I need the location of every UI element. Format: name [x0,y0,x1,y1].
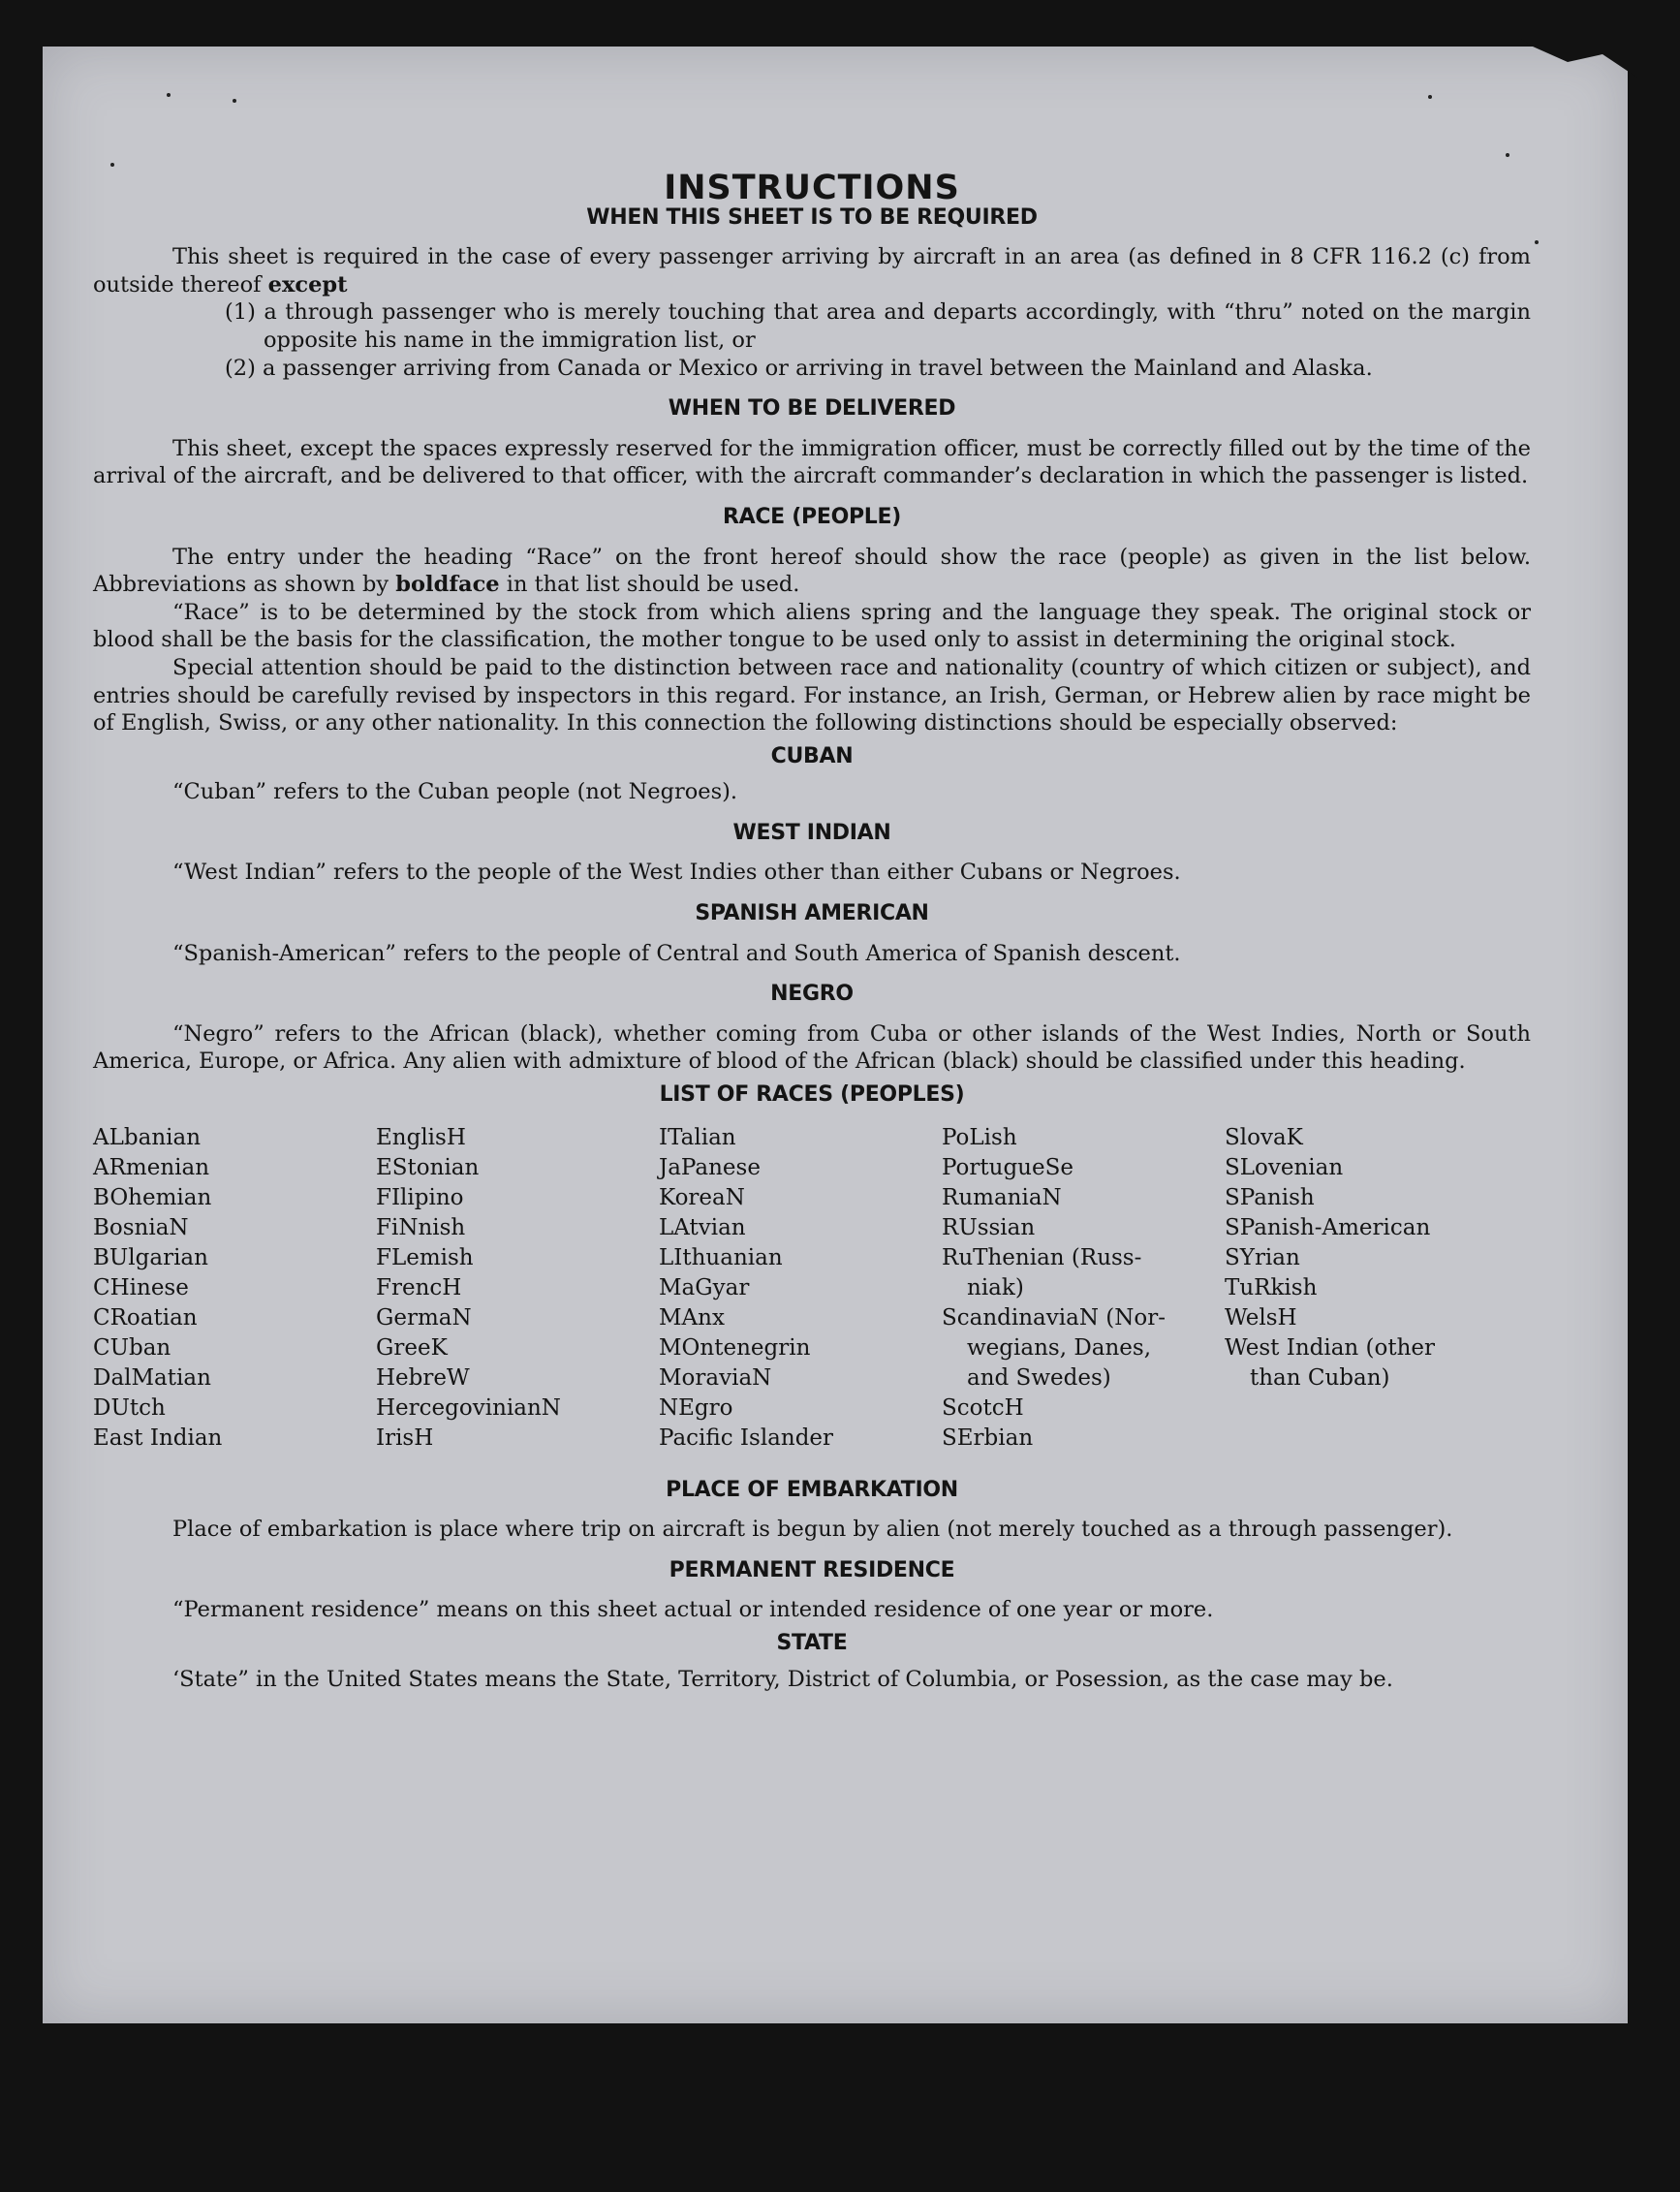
race-entry: SYrian [1225,1244,1300,1270]
race-entry: HercegovinianN [376,1394,561,1421]
speck [1535,240,1539,244]
race-entry: ALbanian [93,1124,202,1150]
required-except: except [267,271,348,297]
race-entry: IrisH [376,1425,434,1451]
race-entry: FLemish [376,1244,474,1270]
race-entry: MAnx [659,1304,725,1331]
race-p1-end: in that list should be used. [499,572,800,598]
required-intro-text: This sheet is required in the case of every passenger arriving by aircraft in an area (as defined in 8 CFR 116.2 (c) from outside thereof [93,244,1531,297]
race-entry: LIthuanian [659,1244,783,1270]
race-entry: BOhemian [93,1184,212,1210]
races-column [942,1123,1225,1454]
cuban-text: “Cuban” refers to the Cuban people (not Negroes). [172,779,738,805]
race-entry: PoLish [942,1124,1017,1150]
heading-embarkation: PLACE OF EMBARKATION [666,1477,958,1502]
race-p1-start: The entry under the heading “Race” on the front hereof should show the race (people) as given in the list below. Abbreviations as shown by [93,544,1531,598]
race-entry: East Indian [93,1425,223,1451]
race-entry: SPanish-American [1225,1214,1431,1240]
delivered-text: This sheet, except the spaces expressly reserved for the immigration officer, must be correctly filled out by the time of the arrival of the aircraft, and be delivered to that officer, with the aircraft commander’s declaration in which the passenger is listed. [93,435,1531,489]
residence-text: “Permanent residence” means on this sheet actual or intended residence of one year or more. [172,1597,1214,1623]
race-entry: MOntenegrin [659,1334,811,1361]
race-entry: niak) [967,1274,1024,1300]
race-p1 [93,544,1531,599]
heading-state: STATE [776,1631,848,1655]
race-entry: ScandinaviaN (Nor- [942,1304,1166,1331]
speck [167,93,171,97]
race-entry: than Cuban) [1250,1364,1390,1391]
race-entry: KoreaN [659,1184,745,1210]
race-entry: SlovaK [1225,1124,1303,1150]
race-entry: and Swedes) [967,1364,1111,1391]
race-entry: SLovenian [1225,1154,1344,1180]
race-entry: ScotcH [942,1394,1024,1421]
race-entry: CRoatian [93,1304,198,1331]
races-list [93,1123,1531,1454]
race-entry: BUlgarian [93,1244,208,1270]
race-entry: wegians, Danes, [967,1334,1152,1361]
heading-residence: PERMANENT RESIDENCE [669,1557,955,1582]
race-entry: West Indian (other [1225,1334,1436,1361]
heading-delivered: WHEN TO BE DELIVERED [668,396,956,422]
race-entry: FiNnish [376,1214,466,1240]
races-column [1225,1123,1531,1454]
race-entry: DalMatian [93,1364,211,1391]
required-item-1: (1) a through passenger who is merely touching that area and departs accordingly, with “thru” noted on the margin opposite his name in the immigration list, or [225,299,1531,353]
races-column [659,1123,942,1454]
spanish-american-text: “Spanish-American” refers to the people of Central and South America of Spanish descent. [172,940,1181,966]
heading-race: RACE (PEOPLE) [722,504,902,529]
instructions-text [93,128,1531,1693]
race-entry: GermaN [376,1304,472,1331]
race-entry: HebreW [376,1364,470,1391]
required-intro [93,243,1531,298]
race-entry: CUban [93,1334,171,1361]
races-column [376,1123,659,1454]
race-entry: Pacific Islander [659,1425,834,1451]
page-title: INSTRUCTIONS [664,169,960,207]
required-item-2: (2) a passenger arriving from Canada or Mexico or arriving in travel between the Mainland and Alaska. [225,355,1373,381]
west-indian-text: “West Indian” refers to the people of the West Indies other than either Cubans or Negroes. [172,860,1181,886]
race-entry: NEgro [659,1394,733,1421]
race-entry: MoraviaN [659,1364,772,1391]
race-entry: JaPanese [659,1154,761,1180]
race-entry: CHinese [93,1274,189,1300]
race-entry: RuThenian (Russ- [942,1244,1142,1270]
race-entry: SPanish [1225,1184,1315,1210]
race-entry: RumaniaN [942,1184,1062,1210]
speck [1428,95,1432,99]
race-entry: ARmenian [93,1154,210,1180]
heading-list-of-races: LIST OF RACES (PEOPLES) [659,1082,965,1108]
state-text: ‘State” in the United States means the State, Territory, District of Columbia, or Posession, as the case may be. [172,1666,1393,1692]
race-p1-bold: boldface [395,572,500,598]
heading-negro: NEGRO [770,982,854,1007]
race-entry: EnglisH [376,1124,466,1150]
race-entry: LAtvian [659,1214,746,1240]
races-column [93,1123,376,1454]
race-entry: RUssian [942,1214,1036,1240]
race-entry: WelsH [1225,1304,1297,1331]
negro-text: “Negro” refers to the African (black), whether coming from Cuba or other islands of the West Indies, North or South America, Europe, or Africa. Any alien with admixture of blood of the African (black) should be classified under this heading. [93,1020,1531,1075]
heading-spanish-american: SPANISH AMERICAN [695,901,929,926]
race-entry: FIlipino [376,1184,464,1210]
race-entry: DUtch [93,1394,166,1421]
speck [233,99,236,103]
race-entry: PortugueSe [942,1154,1073,1180]
heading-cuban: CUBAN [770,743,854,768]
race-p3: Special attention should be paid to the distinction between race and nationality (country of which citizen or subject), and entries should be carefully revised by inspectors in this regard. For instance, an Irish, German, or Hebrew alien by race might be of English, Swiss, or any other nationality. In this connection the following distinctions should be especially observed: [93,654,1531,736]
race-entry: EStonian [376,1154,480,1180]
race-entry: GreeK [376,1334,448,1361]
heading-required: WHEN THIS SHEET IS TO BE REQUIRED [586,204,1038,230]
embarkation-text: Place of embarkation is place where trip on aircraft is begun by alien (not merely touched as a through passenger). [172,1517,1453,1543]
race-entry: BosniaN [93,1214,189,1240]
race-entry: SErbian [942,1425,1034,1451]
race-entry: MaGyar [659,1274,750,1300]
race-entry: ITalian [659,1124,736,1150]
race-p2: “Race” is to be determined by the stock from which aliens spring and the language they speak. The original stock or blood shall be the basis for the classification, the mother tongue to be used only to assist in determining the original stock. [93,599,1531,653]
race-entry: TuRkish [1225,1274,1318,1300]
race-entry: FrencH [376,1274,462,1300]
heading-west-indian: WEST INDIAN [732,820,891,845]
